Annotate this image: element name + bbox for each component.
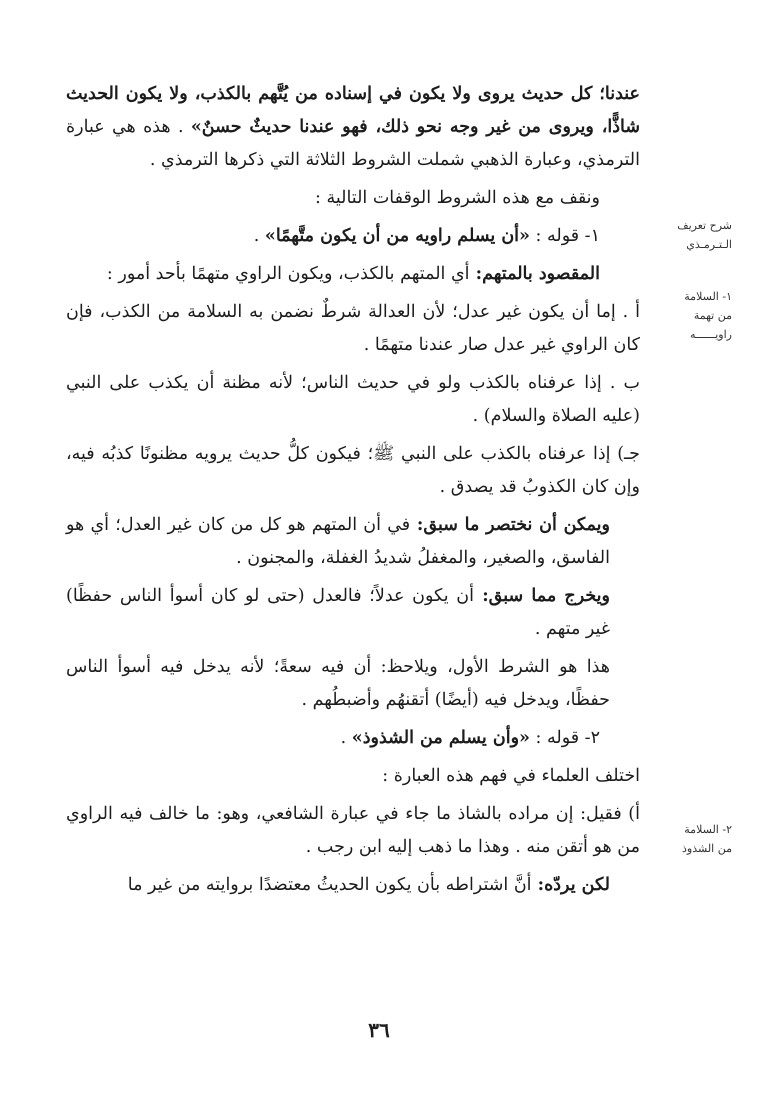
paragraph — [66, 438, 640, 504]
bold-text-segment: ويخرج مما سبق: — [473, 586, 611, 606]
text-segment: أن يكون عدلاً؛ فالعدل (حتى لو كان أسوأ الناس حفظًا) غير متهم . — [66, 586, 610, 639]
text-segment: أ . إما أن يكون غير عدل؛ لأن العدالة شرطٌ نضمن به السلامة من الكذب، فإن كان الراوي غير عدل صار عندنا متهمًا . — [66, 302, 640, 355]
paragraph — [66, 869, 640, 902]
paragraph — [66, 220, 640, 253]
paragraph — [66, 296, 640, 362]
paragraph — [66, 580, 640, 646]
page-number: ٣٦ — [368, 1018, 390, 1042]
text-segment: هذا هو الشرط الأول، ويلاحظ: أن فيه سعةً؛ لأنه يدخل فيه أسوأ الناس حفظًا، ويدخل فيه (أيضًا) أتقنهُم وأضبطُهم . — [66, 657, 610, 710]
sidenote-free-from-shudhudh: ٢- السلامة من الشذوذ — [682, 823, 732, 855]
text-segment: ونقف مع هذه الشروط الوقفات التالية : — [315, 188, 600, 208]
text-segment: أي المتهم بالكذب، ويكون الراوي متهمًا بأحد أمور : — [106, 264, 470, 284]
text-segment: ١- قوله : — [529, 226, 600, 246]
text-segment: . هذه هي عبارة الترمذي، وعبارة الذهبي شملت الشروط الثلاثة التي ذكرها الترمذي . — [66, 117, 640, 170]
sidenote-tirmidhi-definition: شرح تعريف الـتـرمـذي — [677, 219, 732, 251]
paragraph — [66, 651, 640, 717]
bold-text-segment: المقصود بالمتهم: — [469, 264, 600, 284]
text-segment: ٢- قوله : — [529, 728, 600, 748]
bold-text-segment: لكن يردّه: — [531, 875, 610, 895]
text-segment: . — [340, 728, 352, 748]
paragraph — [66, 367, 640, 433]
bold-text-segment: «أن يسلم راويه من أن يكون متَّهمًا» — [264, 226, 530, 246]
paragraph — [66, 509, 640, 575]
text-segment: جـ) إذا عرفناه بالكذب على النبي ﷺ؛ فيكون كلُّ حديث يرويه مظنونًا كذبُه فيه، وإن كان الكذوبُ قد يصدق . — [66, 444, 640, 497]
bold-text-segment: ويمكن أن نختصر ما سبق: — [410, 515, 610, 535]
paragraph — [66, 182, 640, 215]
text-segment: أنَّ اشتراطه بأن يكون الحديثُ معتضدًا بروايته من غير ما — [127, 875, 532, 895]
bold-text-segment: «وأن يسلم من الشذوذ» — [351, 728, 530, 748]
paragraph — [66, 722, 640, 755]
paragraph — [66, 78, 640, 177]
bold-text-segment: عندنا؛ كل حديث يروى ولا يكون في إسناده من يُتَّهم بالكذب، ولا يكون الحديث شاذًّا، ويروى من غير وجه نحو ذلك، فهو عندنا حديثٌ حسنٌ» — [66, 84, 641, 137]
sidenote-free-from-accusation: ١- السلامة من تهمة راويــــــه — [684, 290, 732, 341]
text-segment: اختلف العلماء في فهم هذه العبارة : — [382, 766, 640, 786]
text-segment: ب . إذا عرفناه بالكذب ولو في حديث الناس؛ لأنه مظنة أن يكذب على النبي (عليه الصلاة والسلام) . — [66, 373, 640, 426]
text-segment: . — [253, 226, 265, 246]
paragraph — [66, 760, 640, 793]
text-segment: أ) فقيل: إن مراده بالشاذ ما جاء في عبارة الشافعي، وهو: ما خالف فيه الراوي من هو أتقن منه . وهذا ما ذهب إليه ابن رجب . — [66, 804, 640, 857]
paragraph — [66, 258, 640, 291]
paragraph — [66, 798, 640, 864]
text-segment: في أن المتهم هو كل من كان غير العدل؛ أي هو الفاسق، والصغير، والمغفلُ شديدُ الغفلة، والمجنون . — [66, 515, 610, 568]
main-text — [66, 78, 640, 907]
